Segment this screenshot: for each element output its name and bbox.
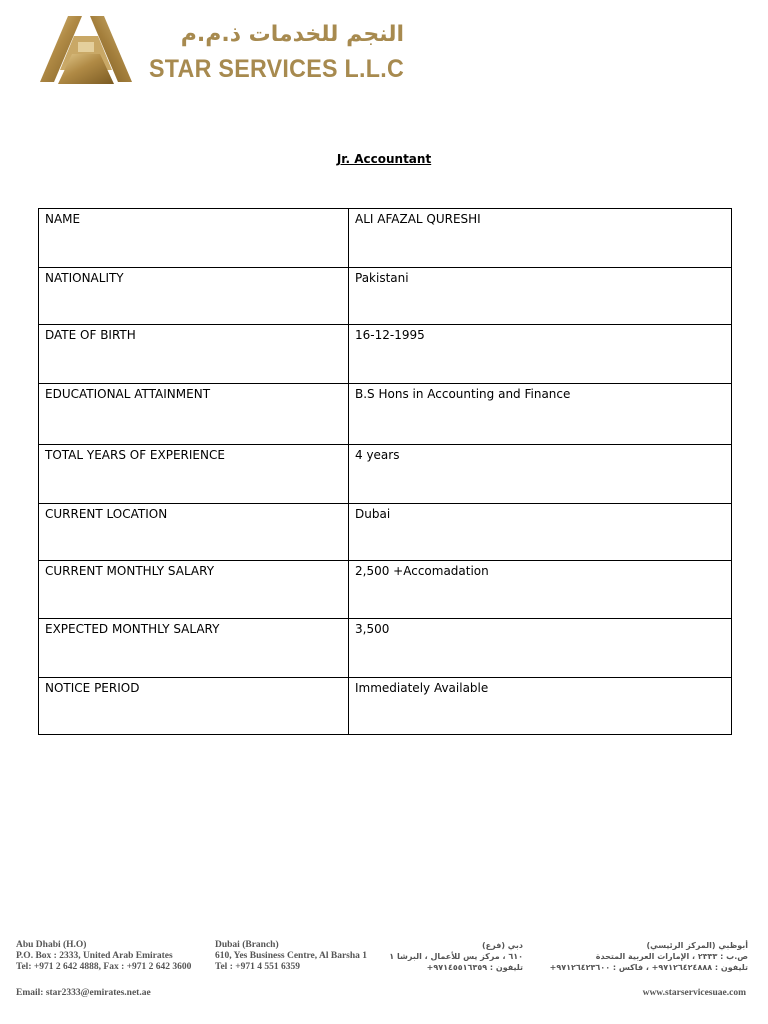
footer-line: ٦١٠ ، مركز يس للأعمال ، البرشا ١ <box>389 952 523 961</box>
row-value: 4 years <box>349 445 732 504</box>
row-label: TOTAL YEARS OF EXPERIENCE <box>39 445 349 504</box>
table-row <box>39 268 732 325</box>
footer-website-link[interactable]: www.starservicesuae.com <box>642 988 746 998</box>
footer-heading: أبوظبي (المركز الرئيسي) <box>646 941 748 950</box>
row-label: CURRENT LOCATION <box>39 504 349 561</box>
row-label: NATIONALITY <box>39 268 349 325</box>
table-row <box>39 561 732 619</box>
table-row <box>39 504 732 561</box>
row-label: EXPECTED MONTHLY SALARY <box>39 619 349 678</box>
table-row <box>39 325 732 384</box>
footer-abu-dhabi-address-arabic <box>550 940 748 973</box>
row-value: 3,500 <box>349 619 732 678</box>
footer-line: تليفون : ٩٧١٢٦٤٢٤٨٨٨+ ، فاكس : ٩٧١٢٦٤٢٣٦٠٠+ <box>549 963 748 972</box>
footer-email[interactable]: Email: star2333@emirates.net.ae <box>16 988 151 998</box>
candidate-details-table <box>38 208 732 735</box>
row-label: CURRENT MONTHLY SALARY <box>39 561 349 619</box>
footer-dubai-address-arabic <box>389 940 523 973</box>
row-value: B.S Hons in Accounting and Finance <box>349 384 732 445</box>
table-row <box>39 384 732 445</box>
company-name-english: STAR SERVICES L.L.C <box>149 55 405 83</box>
footer-line: Tel: +971 2 642 4888, Fax : +971 2 642 3600 <box>16 962 192 972</box>
footer-heading: دبي (فرع) <box>482 941 523 950</box>
table-row <box>39 209 732 268</box>
row-value: Dubai <box>349 504 732 561</box>
row-value: 16-12-1995 <box>349 325 732 384</box>
footer-heading: Abu Dhabi (H.O) <box>16 940 87 950</box>
row-label: NAME <box>39 209 349 268</box>
row-value: 2,500 +Accomadation <box>349 561 732 619</box>
document-title: Jr. Accountant <box>336 152 432 166</box>
star-services-logo-icon <box>34 12 138 86</box>
table-row <box>39 445 732 504</box>
row-label: DATE OF BIRTH <box>39 325 349 384</box>
row-value: Pakistani <box>349 268 732 325</box>
table-row <box>39 619 732 678</box>
footer-line: Tel : +971 4 551 6359 <box>215 962 301 972</box>
footer-heading: Dubai (Branch) <box>215 940 279 950</box>
footer-abu-dhabi-address <box>16 940 191 973</box>
company-name-arabic: النجم للخدمات ذ.م.م <box>180 22 404 47</box>
footer-line: تليفون : ٩٧١٤٥٥١٦٣٥٩+ <box>426 963 523 972</box>
page-footer <box>0 940 768 1010</box>
row-label: EDUCATIONAL ATTAINMENT <box>39 384 349 445</box>
row-value: Immediately Available <box>349 678 732 735</box>
footer-line: 610, Yes Business Centre, Al Barsha 1 <box>215 951 368 961</box>
footer-line: P.O. Box : 2333, United Arab Emirates <box>16 951 173 961</box>
footer-dubai-address <box>215 940 367 973</box>
footer-line: ص.ب : ٢٣٣٣ ، الإمارات العربية المتحدة <box>595 952 748 961</box>
row-label: NOTICE PERIOD <box>39 678 349 735</box>
row-value: ALI AFAZAL QURESHI <box>349 209 732 268</box>
table-row <box>39 678 732 735</box>
